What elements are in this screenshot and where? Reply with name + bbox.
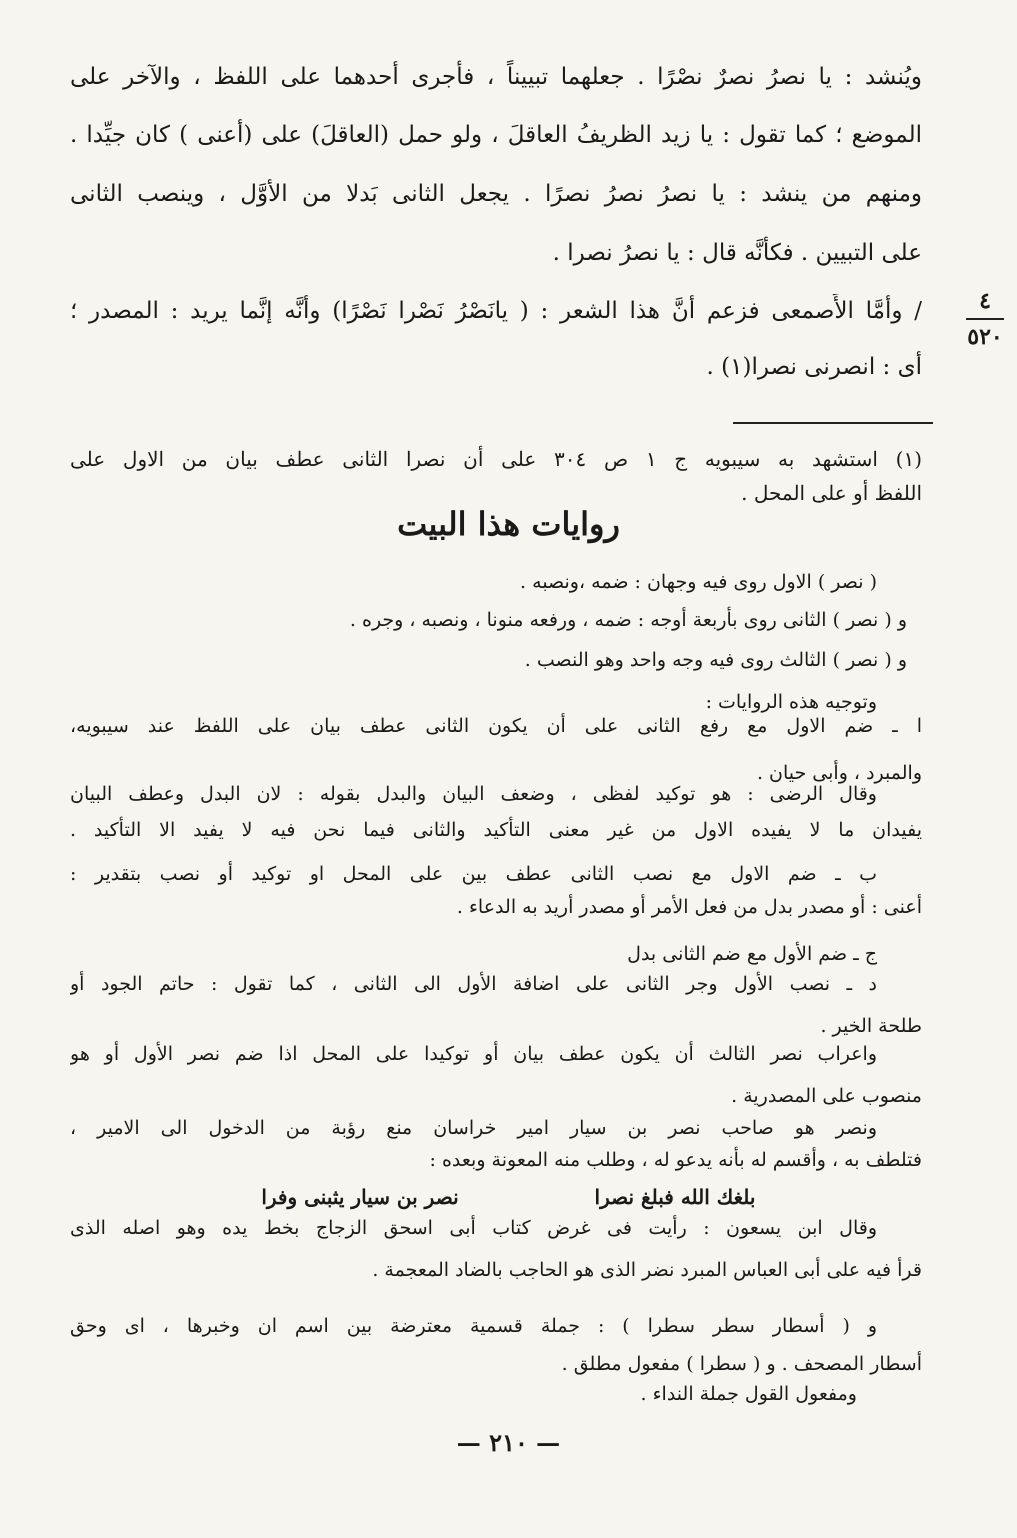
verse-hemistich-right: بلغك الله فبلغ نصرا	[594, 1185, 756, 1209]
main-line-3: ومنهم من ينشد : يا نصرُ نصرُ نصرًا . يجعل الثانى بَدلا من الأوَّل ، وينصب الثانى	[70, 181, 922, 207]
margin-divider	[966, 318, 1004, 320]
verse-hemistich-left: نصر بن سيار يثبنى وفرا	[261, 1185, 459, 1209]
body-line-17: فتلطف به ، وأقسم له بأنه يدعو له ، وطلب منه المعونة وبعده :	[429, 1149, 922, 1171]
body-line-12: د ـ نصب الأول وجر الثانى على اضافة الأول الى الثانى ، كما تقول : حاتم الجود أو	[70, 973, 877, 995]
body-line-14: واعراب نصر الثالث أن يكون عطف بيان أو توكيدا على المحل اذا ضم نصر الأول أو هو	[70, 1043, 877, 1065]
body-line-4: وتوجيه هذه الروايات :	[705, 691, 877, 713]
body-line-7: وقال الرضى : هو توكيد لفظى ، وضعف البيان والبدل بقوله : لان البدل وعطف البيان	[70, 783, 877, 805]
body-line-2: و ( نصر ) الثانى روى بأربعة أوجه : ضمه ، ورفعه منونا ، ونصبه ، وجره .	[349, 609, 907, 631]
body-line-11: ج ـ ضم الأول مع ضم الثانى بدل	[627, 943, 877, 965]
tail-line-1: وقال ابن يسعون : رأيت فى غرض كتاب أبى اسحق الزجاج بخط يده وهو اصله الذى	[70, 1217, 877, 1239]
tail-line-3: و ( أسطار سطر سطرا ) : جملة قسمية معترضة بين اسم ان وخبرها ، اى وحق	[70, 1315, 877, 1337]
margin-reference-bottom: ٥٢٠	[967, 324, 1003, 350]
page-number: — ٢١٠ —	[456, 1428, 561, 1457]
footnote-line-2: اللفظ أو على المحل .	[741, 481, 922, 505]
margin-reference-top: ٤	[979, 288, 991, 314]
footnote-line-1: (١) استشهد به سيبويه ج ١ ص ٣٠٤ على أن نصرا الثانى عطف بيان من الاول على	[70, 447, 922, 471]
main-line-6: أى : انصرنى نصرا(١) .	[706, 354, 922, 380]
section-heading: روايات هذا البيت	[397, 505, 620, 543]
main-line-5: / وأمَّا الأَصمعى فزعم أنَّ هذا الشعر : ( يانَصْرُ نَصْرا نَصْرًا) وأنَّه إنَّما يريد : المصدر ؛	[70, 298, 922, 324]
tail-line-5: ومفعول القول جملة النداء .	[640, 1383, 857, 1405]
body-line-10: أعنى : أو مصدر بدل من فعل الأمر أو مصدر أريد به الدعاء .	[456, 896, 922, 918]
body-line-15: منصوب على المصدرية .	[731, 1085, 922, 1107]
body-line-8: يفيدان ما لا يفيده الاول من غير معنى التأكيد والثانى فيما نحن فيه لا يفيد الا التأكيد .	[70, 819, 922, 841]
footnote-rule	[733, 422, 933, 424]
body-line-9: ب ـ ضم الاول مع نصب الثانى عطف بين على المحل او توكيد أو نصب بتقدير :	[70, 863, 877, 885]
tail-line-4: أسطار المصحف . و ( سطرا ) مفعول مطلق .	[561, 1353, 922, 1375]
margin-reference	[958, 286, 1012, 352]
main-line-2: الموضع ؛ كما تقول : يا زيد الظريفُ العاقلَ ، ولو حمل (العاقلَ) على (أعنى ) كان جيِّدا .	[70, 122, 922, 148]
body-line-16: ونصر هو صاحب نصر بن سيار امير خراسان منع رؤبة من الدخول الى الامير ،	[70, 1117, 877, 1139]
body-line-13: طلحة الخير .	[820, 1015, 922, 1037]
main-line-1: ويُنشد : يا نصرُ نصرٌ نصْرًا . جعلهما تبييناً ، فأجرى أحدهما على اللفظ ، والآخر على	[70, 64, 922, 90]
body-line-5: ا ـ ضم الاول مع رفع الثانى على أن يكون الثانى عطف بيان على اللفظ عند سيبويه،	[70, 715, 922, 737]
body-line-1: ( نصر ) الاول روى فيه وجهان : ضمه ،ونصبه .	[520, 571, 877, 593]
body-line-3: و ( نصر ) الثالث روى فيه وجه واحد وهو النصب .	[524, 649, 907, 671]
body-line-6: والمبرد ، وأبى حيان .	[756, 762, 922, 784]
main-line-4: على التبيين . فكأنَّه قال : يا نصرُ نصرا .	[552, 240, 922, 266]
verse	[200, 1182, 840, 1212]
tail-line-2: قرأ فيه على أبى العباس المبرد نضر الذى هو الحاجب بالضاد المعجمة .	[372, 1259, 922, 1281]
